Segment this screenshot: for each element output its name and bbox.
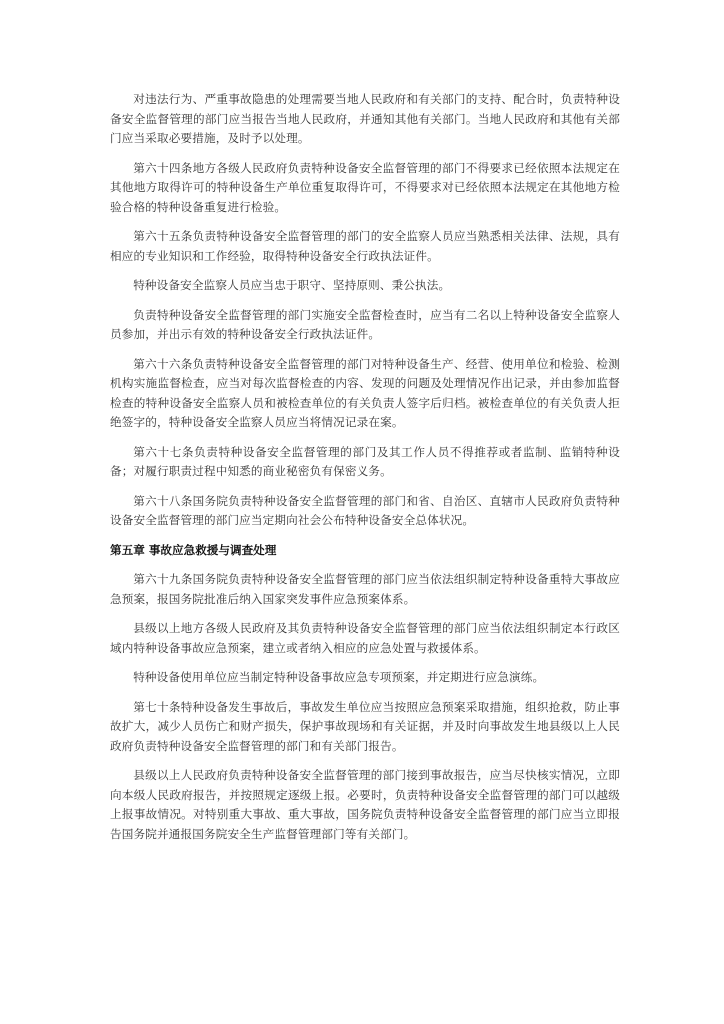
paragraph: 特种设备使用单位应当制定特种设备事故应急专项预案，并定期进行应急演练。 xyxy=(133,670,545,684)
paragraph: 对违法行为、严重事故隐患的处理需要当地人民政府和有关部门的支持、配合时，负责特种设备安全监督管理的部门应当报告当地人民政府，并通知其他有关部门。当地人民政府和其他有关部门应当采取必要措施，及时予以处理。 xyxy=(110,92,620,145)
paragraph: 县级以上人民政府负责特种设备安全监督管理的部门接到事故报告，应当尽快核实情况，立即向本级人民政府报告，并按照规定逐级上报。必要时，负责特种设备安全监督管理的部门可以越级上报事故情况。对特别重大事故、重大事故，国务院负责特种设备安全监督管理的部门应当立即报告国务院并通报国务院安全生产监督管理部门等有关部门。 xyxy=(110,768,620,841)
document-body xyxy=(110,90,620,854)
paragraph: 第六十六条负责特种设备安全监督管理的部门对特种设备生产、经营、使用单位和检验、检测机构实施监督检查，应当对每次监督检查的内容、发现的问题及处理情况作出记录，并由参加监督检查的特种设备安全监察人员和被检查单位的有关负责人签字后归档。被检查单位的有关负责人拒绝签字的，特种设备安全监察人员应当将情况记录在案。 xyxy=(110,356,620,429)
paragraph: 县级以上地方各级人民政府及其负责特种设备安全监督管理的部门应当依法组织制定本行政区域内特种设备事故应急预案，建立或者纳入相应的应急处置与救援体系。 xyxy=(110,621,620,655)
paragraph: 第六十四条地方各级人民政府负责特种设备安全监督管理的部门不得要求已经依照本法规定在其他地方取得许可的特种设备生产单位重复取得许可，不得要求对已经依照本法规定在其他地方检验合格的特种设备重复进行检验。 xyxy=(110,160,620,214)
paragraph: 第七十条特种设备发生事故后，事故发生单位应当按照应急预案采取措施，组织抢救，防止事故扩大，减少人员伤亡和财产损失，保护事故现场和有关证据，并及时向事故发生地县级以上人民政府负责特种设备安全监督管理的部门和有关部门报告。 xyxy=(110,699,620,753)
paragraph: 负责特种设备安全监督管理的部门实施安全监督检查时，应当有二名以上特种设备安全监察人员参加，并出示有效的特种设备安全行政执法证件。 xyxy=(110,307,620,341)
paragraph: 第六十五条负责特种设备安全监督管理的部门的安全监察人员应当熟悉相关法律、法规，具有相应的专业知识和工作经验，取得特种设备安全行政执法证件。 xyxy=(110,229,620,263)
paragraph: 特种设备安全监察人员应当忠于职守、坚持原则、秉公执法。 xyxy=(133,278,451,292)
paragraph: 第六十八条国务院负责特种设备安全监督管理的部门和省、自治区、直辖市人民政府负责特种设备安全监督管理的部门应当定期向社会公布特种设备安全总体状况。 xyxy=(110,493,620,527)
chapter-heading: 第五章 事故应急救援与调查处理 xyxy=(110,542,277,557)
paragraph: 第六十九条国务院负责特种设备安全监督管理的部门应当依法组织制定特种设备重特大事故应急预案，报国务院批准后纳入国家突发事件应急预案体系。 xyxy=(110,572,620,606)
paragraph: 第六十七条负责特种设备安全监督管理的部门及其工作人员不得推荐或者监制、监销特种设备；对履行职责过程中知悉的商业秘密负有保密义务。 xyxy=(110,444,620,478)
